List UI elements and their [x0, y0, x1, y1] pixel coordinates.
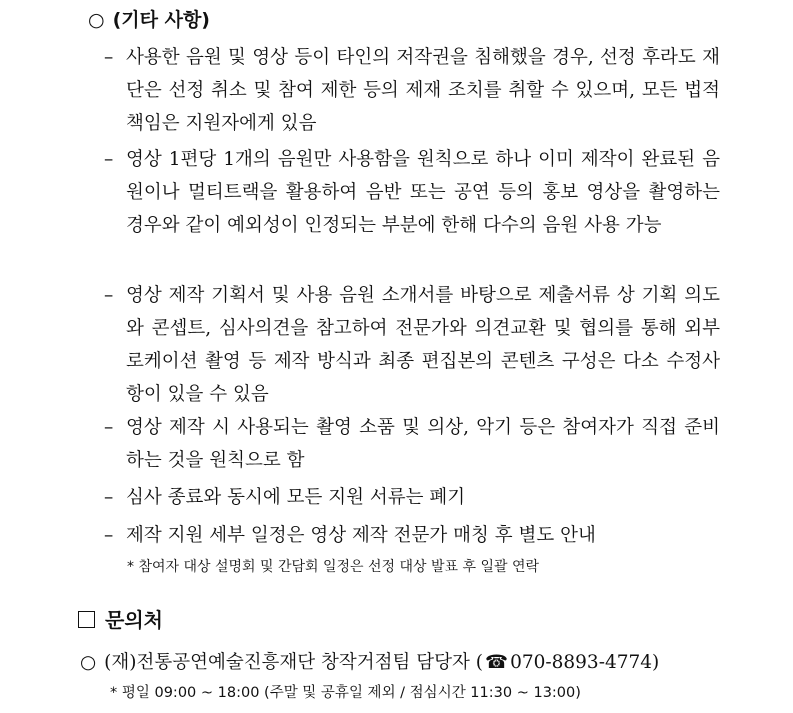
contact-organization: (재)전통공연예술진흥재단 창작거점팀 담당자 ( — [104, 652, 484, 673]
circle-bullet: ○ — [88, 9, 105, 31]
list-item — [104, 41, 720, 140]
contact-line — [80, 648, 659, 678]
phone-icon: ☎ — [485, 652, 509, 673]
list-item-text: 영상 제작 시 사용되는 촬영 소품 및 의상, 악기 등은 참여자가 직접 준비하는 것을 원칙으로 함 — [126, 417, 720, 471]
dash-bullet: – — [104, 417, 114, 438]
list-item-text: 영상 1편당 1개의 음원만 사용함을 원칙으로 하나 이미 제작이 완료된 음원이나 멀티트랙을 활용하여 음반 또는 공연 등의 홍보 영상을 촬영하는 경우와 같이 예외성이 인정되는 부분에 한해 다수의 음원 사용 가능 — [126, 149, 720, 236]
circle-bullet: ○ — [80, 652, 97, 673]
phone-number: 070-8893-4774) — [510, 652, 660, 673]
other-matters-heading — [88, 6, 210, 34]
list-item-text: 심사 종료와 동시에 모든 지원 서류는 폐기 — [126, 487, 466, 508]
list-item — [104, 279, 720, 411]
other-matters-title: (기타 사항) — [112, 9, 210, 31]
dash-bullet: – — [104, 149, 114, 170]
dash-bullet: – — [104, 285, 114, 306]
dash-bullet: – — [104, 487, 114, 508]
list-item — [104, 519, 720, 552]
list-item-text: 제작 지원 세부 일정은 영상 제작 전문가 매칭 후 별도 안내 — [126, 525, 596, 546]
list-item — [104, 481, 720, 514]
inquiry-title: 문의처 — [105, 608, 163, 632]
inquiry-heading — [78, 604, 163, 636]
checkbox-square-icon — [78, 611, 95, 628]
schedule-note: * 참여자 대상 설명회 및 간담회 일정은 선정 대상 발표 후 일괄 연락 — [127, 559, 540, 575]
list-item — [104, 411, 720, 477]
office-hours: * 평일 09:00 ~ 18:00 (주말 및 공휴일 제외 / 점심시간 11:30 ~ 13:00) — [110, 685, 581, 701]
dash-bullet: – — [104, 47, 114, 68]
list-item — [104, 143, 720, 242]
list-item-text: 사용한 음원 및 영상 등이 타인의 저작권을 침해했을 경우, 선정 후라도 재단은 선정 취소 및 참여 제한 등의 제재 조치를 취할 수 있으며, 모든 법적 책임은 지원자에게 있음 — [126, 47, 720, 134]
dash-bullet: – — [104, 525, 114, 546]
list-item-text: 영상 제작 기획서 및 사용 음원 소개서를 바탕으로 제출서류 상 기획 의도와 콘셉트, 심사의견을 참고하여 전문가와 의견교환 및 협의를 통해 외부 로케이션 촬영 등 제작 방식과 최종 편집본의 콘텐츠 구성은 다소 수정사항이 있을 수 있음 — [126, 285, 720, 405]
